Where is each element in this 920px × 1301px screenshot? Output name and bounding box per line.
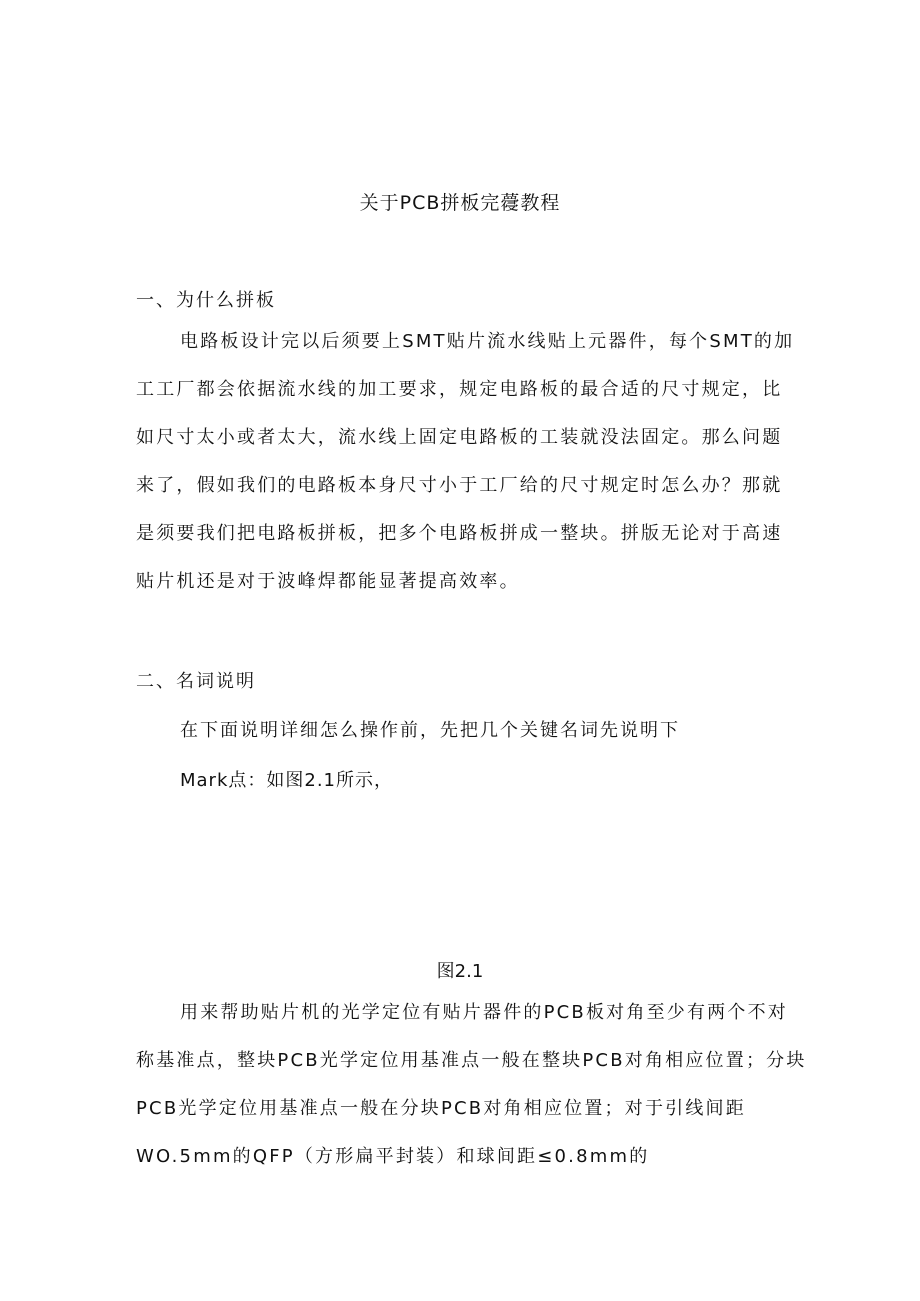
paragraph-line: 如尺寸太小或者太大，流水线上固定电路板的工装就没法固定。那么问题: [136, 427, 783, 448]
paragraph-line: 贴片机还是对于波峰焊都能显著提高效率。: [136, 571, 520, 592]
mark-point-line: Mark点：如图2.1所示，: [180, 770, 394, 791]
document-title: 关于PCB拼板完蘉教程: [359, 192, 561, 214]
section1-paragraph: [136, 318, 795, 606]
paragraph-line: 电路板设计完以后须要上SMT贴片流水线贴上元器件，每个SMT的加: [180, 331, 795, 352]
paragraph-line: WO.5mm的QFP（方形扁平封装）和球间距≤0.8mm的: [136, 1146, 650, 1167]
paragraph-line: 是须要我们把电路板拼板，把多个电路板拼成一整块。拼版无论对于高速: [136, 523, 783, 544]
paragraph-line: 来了，假如我们的电路板本身尺寸小于工厂给的尺寸规定时怎么办？那就: [136, 475, 783, 496]
section2-paragraph: [136, 989, 807, 1181]
paragraph-line: PCB光学定位用基准点一般在分块PCB对角相应位置；对于引线间距: [136, 1098, 746, 1119]
figure-caption: 图2.1: [436, 961, 484, 982]
paragraph-line: 用来帮助贴片机的光学定位有贴片器件的PCB板对角至少有两个不对: [180, 1002, 788, 1023]
section2-heading: 二、名词说明: [136, 671, 256, 692]
section1-heading: 一、为什么拼板: [136, 290, 276, 311]
section2-intro: 在下面说明详细怎么操作前，先把几个关键名词先说明下: [180, 720, 680, 741]
paragraph-line: 称基准点，整块PCB光学定位用基准点一般在整块PCB对角相应位置；分块: [136, 1050, 807, 1071]
paragraph-line: 工工厂都会依据流水线的加工要求，规定电路板的最合适的尺寸规定，比: [136, 379, 783, 400]
